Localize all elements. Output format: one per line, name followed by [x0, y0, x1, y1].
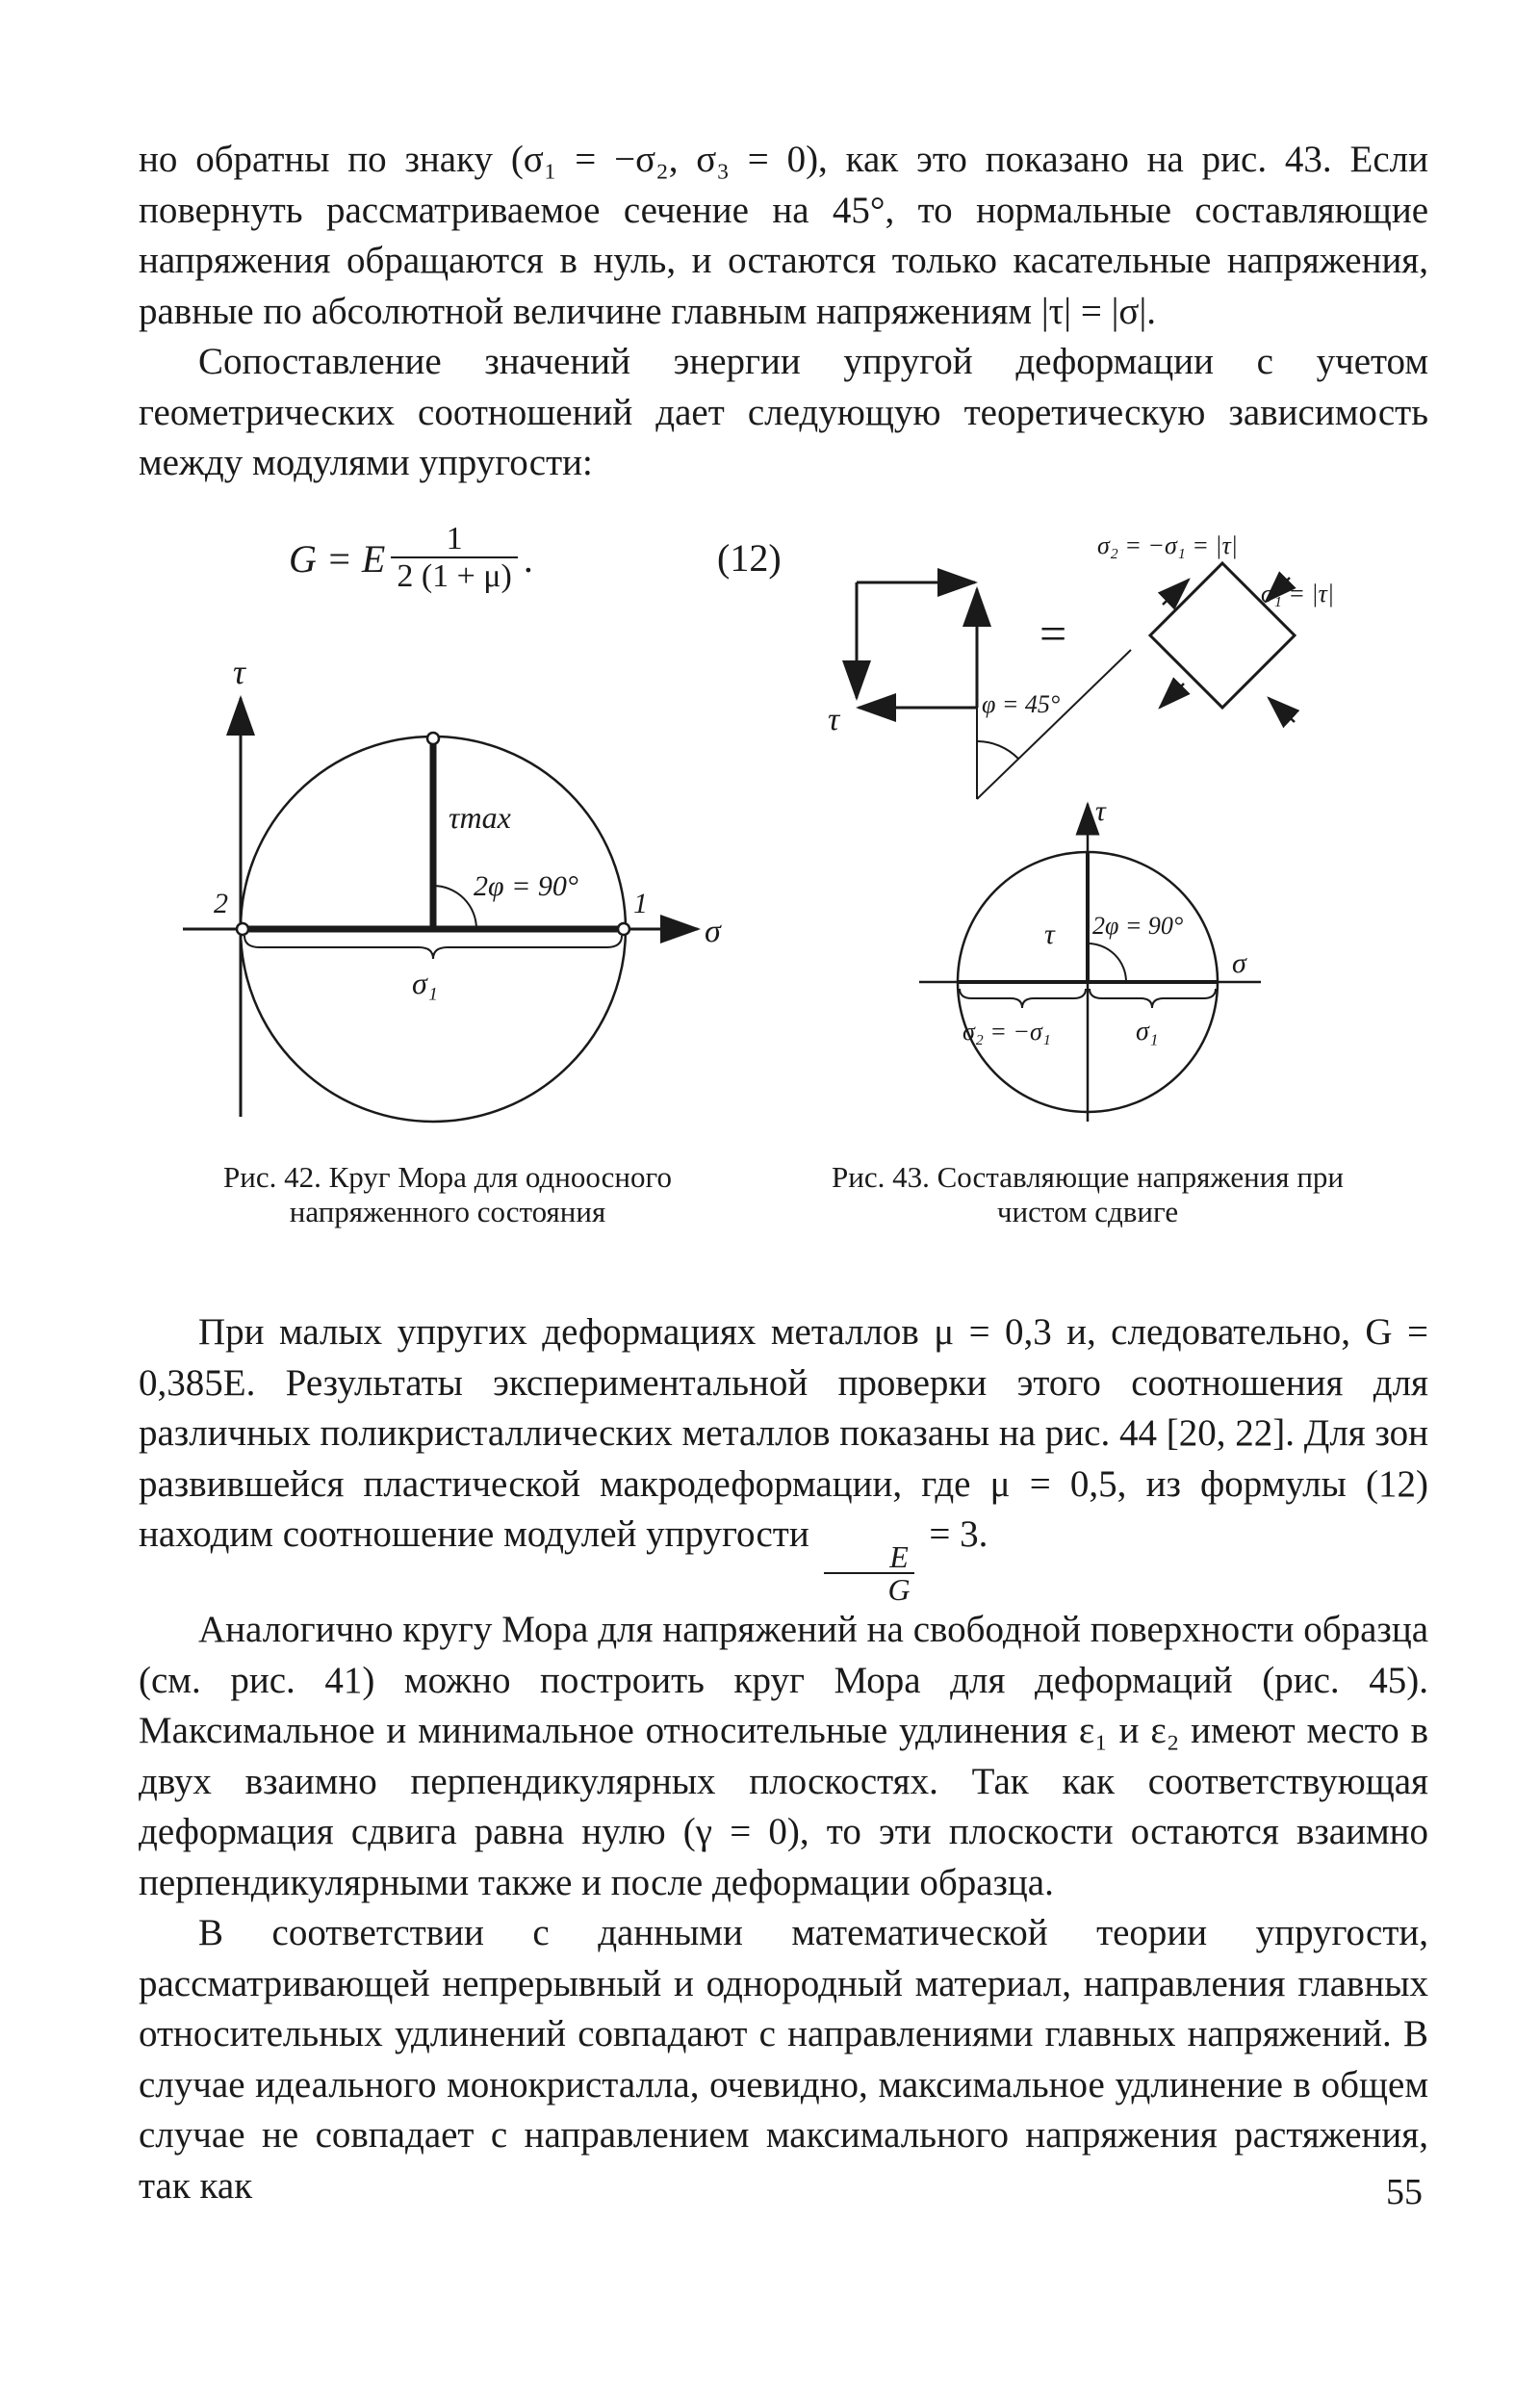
paragraph-5: В соответствии с данными математической теории упругости, рассматривающей непрерывный и однородный материал, направления главных относительных удлинений совпадают с направлениями главных напряжений. В случае идеального монокристалла, очевидно, максимальное удлинение в общем случае не совпадает с направлением максимального напряжения растяжения, так как — [139, 1912, 1428, 2207]
fig43-phi-arc — [977, 741, 1018, 759]
ratio-fraction — [824, 1541, 913, 1605]
fig42-sigma1-brace — [244, 936, 622, 959]
paragraph-3-end: = 3. — [929, 1513, 988, 1555]
paragraph-3 — [139, 1307, 1428, 1605]
fig42-point-1-label: 1 — [633, 888, 648, 919]
fig43-sigma1-label: σ₁ — [1136, 1017, 1159, 1046]
fig42-tau-label: τ — [233, 655, 245, 691]
equation-number: (12) — [717, 536, 782, 580]
fig43-circle-tau-inside: τ — [1044, 918, 1055, 950]
paragraph-1: но обратны по знаку (σ₁ = −σ₂, σ₃ = 0), как это показано на рис. 43. Если повернуть рассматриваемое сечение на 45°, то нормальные составляющие напряжения обращаются в нуль, и остаются только касательные напряжения, равные по абсолютной величине главным напряжениям |τ| = |σ|. — [139, 139, 1428, 332]
fig43-sigma2-label: σ₂ = −σ₁ — [962, 1018, 1051, 1046]
formula-denominator: 2 (1 + μ) — [391, 556, 518, 595]
paragraph-4: Аналогично кругу Мора для напряжений на свободной поверхности образца (см. рис. 41) можно построить круг Мора для деформаций (рис. 45). Максимальное и минимальное относительные удлинения ε₁ и ε₂ имеют место в двух взаимно перпендикулярных плоскостях. Так как соответствующая деформация сдвига равна нулю (γ = 0), то эти плоскости остаются взаимно перпендикулярными также и после деформации образца. — [139, 1609, 1428, 1903]
fig42-sigma1-label: σ₁ — [412, 966, 438, 1000]
top-text — [139, 135, 1428, 489]
formula-12 — [289, 521, 533, 594]
paragraph-3-text: При малых упругих деформациях металлов μ = 0,3 и, следовательно, G = 0,385E. Результаты экспериментальной проверки этого соотношения для различных поликристаллических металлов показаны на рис. 44 [20, 22]. Для зон развившейся пластической макродеформации, где μ = 0,5, из формулы (12) находим соотношение модулей упругости — [139, 1311, 1429, 1555]
fig43-equals: = — [1040, 607, 1067, 660]
fig43-circle-sigma-axis-label: σ — [1232, 947, 1246, 979]
fig42-point-2-label: 2 — [214, 888, 228, 919]
fig43-circle-angle-label: 2φ = 90° — [1092, 912, 1184, 940]
fig42-point-1 — [618, 923, 629, 935]
fig43-tau-left: τ — [828, 702, 840, 737]
fig42-caption: Рис. 42. Круг Мора для одноосного напряженного состояния — [223, 1160, 672, 1228]
figure-42 — [164, 655, 741, 1136]
formula-numerator: 1 — [446, 521, 463, 556]
fig43-circle-angle-arc — [1088, 943, 1126, 982]
fig43-brace-right — [1090, 989, 1216, 1008]
ratio-numerator: E — [889, 1539, 909, 1574]
fig42-angle-label: 2φ = 90° — [474, 870, 578, 902]
fig42-angle-arc — [433, 886, 476, 929]
formula-fraction — [391, 522, 518, 595]
fig42-tau-max-label: τmax — [449, 800, 511, 835]
fig43-diagonal-line — [977, 650, 1131, 799]
fig42-top-point — [427, 733, 439, 744]
fig43-brace-left — [960, 989, 1086, 1008]
fig43-caption: Рис. 43. Составляющие напряжения при чистом сдвиге — [832, 1160, 1344, 1228]
fig43-top-label: σ₂ = −σ₁ = |τ| — [1097, 531, 1238, 559]
ratio-denominator: G — [824, 1572, 913, 1605]
fig43-circle-tau-axis-label: τ — [1095, 795, 1106, 827]
fig43-phi-label: φ = 45° — [982, 690, 1061, 718]
figure-43 — [808, 520, 1348, 1136]
fig43-sigma2-arrow-bottom — [1269, 698, 1295, 722]
bottom-text — [139, 1307, 1428, 2211]
formula-lhs: G = E — [289, 536, 386, 581]
fig43-right-label: σ₁ = |τ| — [1261, 580, 1335, 607]
fig42-point-2 — [237, 923, 248, 935]
formula-end: . — [523, 536, 533, 581]
fig42-sigma-label: σ — [705, 914, 721, 949]
page-number: 55 — [1386, 2172, 1423, 2212]
fig43-sigma1-arrow-bottom — [1160, 684, 1184, 708]
paragraph-2: Сопоставление значений энергии упругой деформации с учетом геометрических соотношений дает следующую теоретическую зависимость между модулями упругости: — [139, 341, 1428, 483]
